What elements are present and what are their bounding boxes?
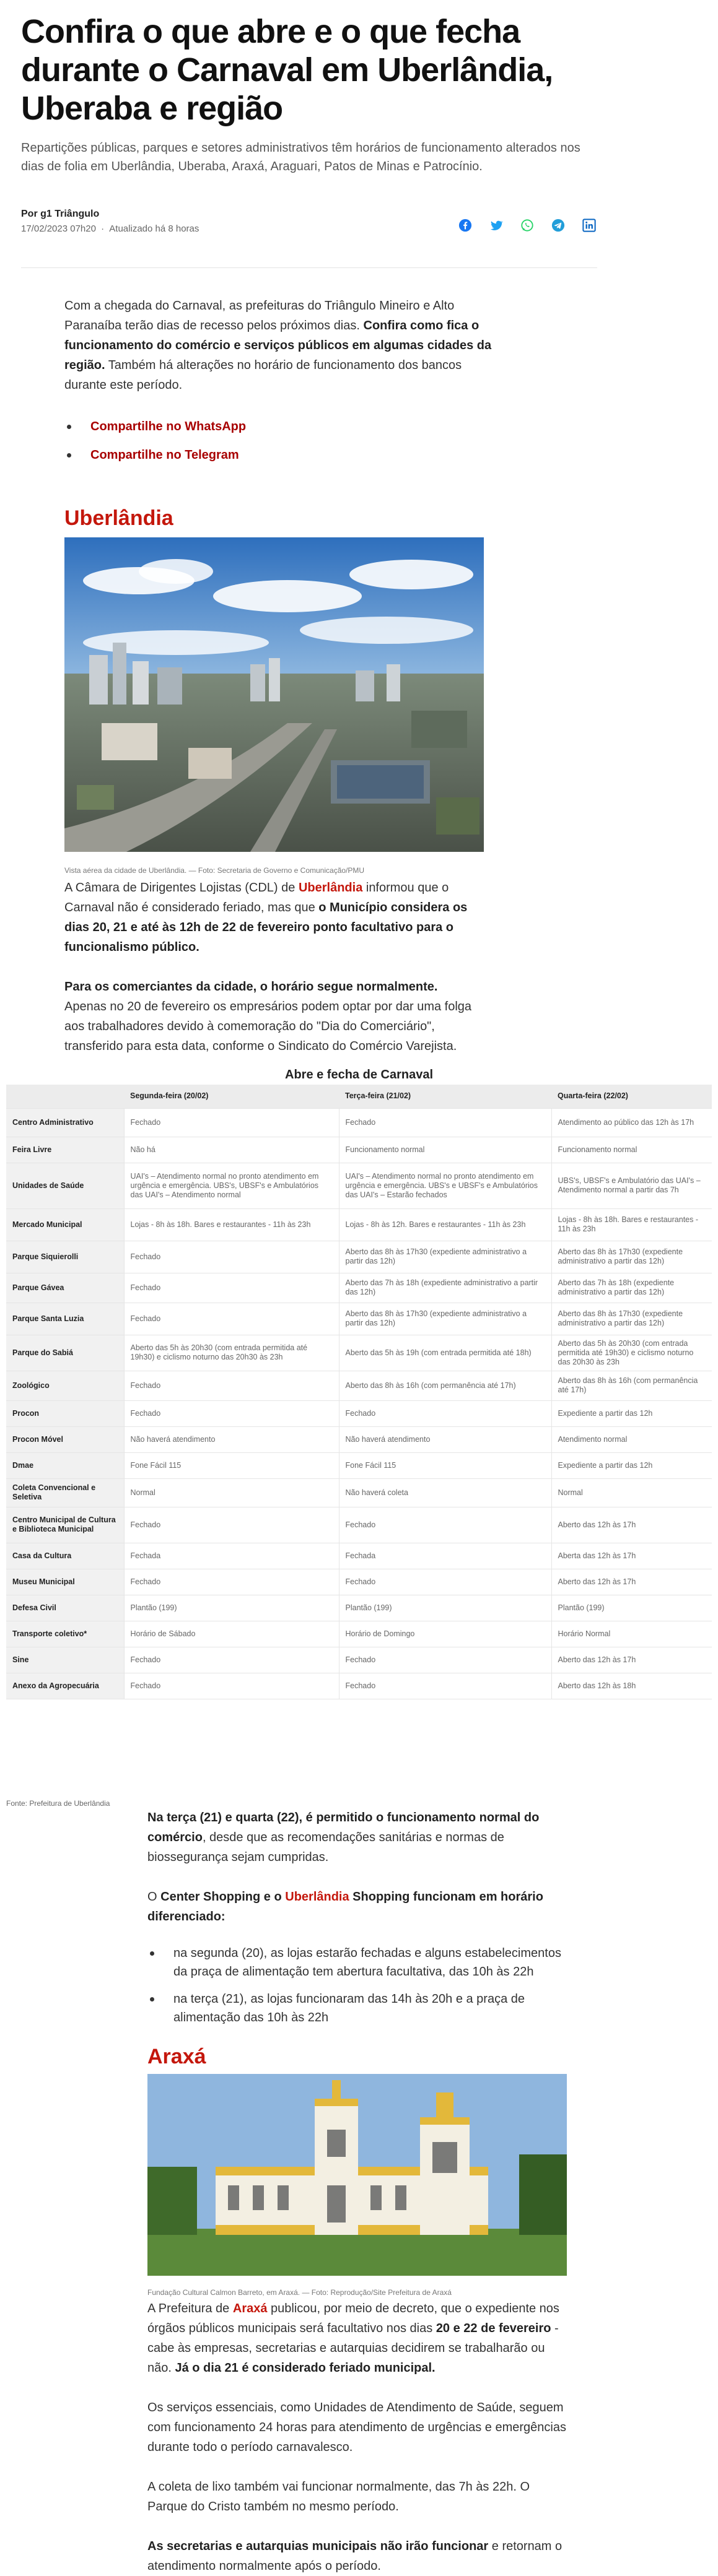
table-cell: Funcionamento normal bbox=[339, 1137, 551, 1163]
table-row bbox=[6, 1241, 712, 1273]
table-row bbox=[6, 1543, 712, 1569]
table-cell: Aberto das 12h às 18h bbox=[551, 1673, 712, 1699]
table-cell: Fechado bbox=[339, 1108, 551, 1137]
table-row-label: Casa da Cultura bbox=[6, 1543, 124, 1569]
table-cell: Fechado bbox=[339, 1673, 551, 1699]
table-cell: UAI's – Atendimento normal no pronto atendimento em urgência e emergência. UBS's e UBSF's e Ambulatórios das UAI's – Estarão fechados bbox=[339, 1163, 551, 1208]
araxa-p1-bold-a: 20 e 22 de fevereiro bbox=[436, 2322, 551, 2335]
uberlandia-paragraph-2 bbox=[64, 977, 486, 1056]
table-cell: Fechado bbox=[339, 1507, 551, 1543]
table-cell: Fechado bbox=[124, 1400, 339, 1426]
table-row bbox=[6, 1647, 712, 1673]
page-title: Confira o que abre e o que fecha durante o Carnaval em Uberlândia, Uberaba e região bbox=[21, 13, 553, 127]
table-source: Fonte: Prefeitura de Uberlândia bbox=[6, 1799, 110, 1808]
araxa-link[interactable]: Araxá bbox=[232, 2302, 268, 2315]
table-cell: Fechado bbox=[124, 1673, 339, 1699]
table-cell: Lojas - 8h às 12h. Bares e restaurantes - 11h às 23h bbox=[339, 1208, 551, 1241]
table-cell: Fechado bbox=[124, 1273, 339, 1303]
whatsapp-icon[interactable] bbox=[519, 217, 535, 233]
table-cell: Aberto das 7h às 18h (expediente administrativo a partir das 12h) bbox=[339, 1273, 551, 1303]
intro-text-bold: Confira como fica o funcionamento do comércio e serviços públicos em algumas cidades da região. bbox=[64, 319, 492, 372]
table-cell: UAI's – Atendimento normal no pronto atendimento em urgência e emergência. UBS's, UBSF's e Ambulatórios das UAI's – Atendimento normal bbox=[124, 1163, 339, 1208]
date-text: 17/02/2023 07h20 bbox=[21, 223, 96, 234]
table-row bbox=[6, 1108, 712, 1137]
table-cell: Atendimento normal bbox=[551, 1426, 712, 1452]
table-cell: Fechado bbox=[124, 1569, 339, 1595]
table-cell: Fechado bbox=[339, 1569, 551, 1595]
intro-text-1: Com a chegada do Carnaval, as prefeituras do Triângulo Mineiro e Alto Paranaíba terão dias de recesso pelos próximos dias. bbox=[64, 299, 455, 332]
schedule-table bbox=[6, 1085, 712, 1699]
table-cell: Não haverá atendimento bbox=[124, 1426, 339, 1452]
uberlandia-p1-text-b: informou que o Carnaval não é considerado feriado, mas que bbox=[64, 881, 449, 914]
telegram-icon[interactable] bbox=[550, 217, 566, 233]
table-header-cell: Segunda-feira (20/02) bbox=[124, 1085, 339, 1108]
commerce-bold: Na terça (21) e quarta (22), é permitido o funcionamento normal do comércio bbox=[147, 1811, 540, 1844]
table-row bbox=[6, 1452, 712, 1478]
table-cell: Aberto das 8h às 17h30 (expediente administrativo a partir das 12h) bbox=[551, 1303, 712, 1335]
table-row-label: Museu Municipal bbox=[6, 1569, 124, 1595]
araxa-p1-text-c: - cabe às empresas, secretarias e autarquias decidirem se trabalharão ou não. bbox=[147, 2322, 559, 2375]
list-item: na terça (21), as lojas funcionaram das 14h às 20h e a praça de alimentação das 10h às 22h bbox=[147, 1990, 569, 2027]
table-cell: Fechado bbox=[124, 1647, 339, 1673]
table-row bbox=[6, 1621, 712, 1647]
table-cell: Aberto das 7h às 18h (expediente administrativo a partir das 12h) bbox=[551, 1273, 712, 1303]
after-table-section bbox=[147, 1808, 569, 2027]
shopping-bold-b: Shopping funcionam em horário diferenciado: bbox=[147, 1890, 543, 1923]
table-row-label: Defesa Civil bbox=[6, 1595, 124, 1621]
table-cell: Lojas - 8h às 18h. Bares e restaurantes - 11h às 23h bbox=[124, 1208, 339, 1241]
intro-paragraph bbox=[64, 296, 492, 395]
table-row bbox=[6, 1426, 712, 1452]
section-heading-uberlandia: Uberlândia bbox=[64, 506, 173, 530]
shopping-hours-list bbox=[147, 1944, 569, 2027]
table-cell: Aberto das 12h às 17h bbox=[551, 1507, 712, 1543]
table-cell: Aberto das 12h às 17h bbox=[551, 1647, 712, 1673]
table-cell: Aberto das 12h às 17h bbox=[551, 1569, 712, 1595]
araxa-paragraph-1 bbox=[147, 2299, 569, 2378]
table-row-label: Centro Administrativo bbox=[6, 1108, 124, 1137]
araxa-paragraph-3: A coleta de lixo também vai funcionar normalmente, das 7h às 22h. O Parque do Cristo também no mesmo período. bbox=[147, 2480, 530, 2513]
table-row-label: Parque Gávea bbox=[6, 1273, 124, 1303]
araxa-p4-bold: As secretarias e autarquias municipais não irão funcionar bbox=[147, 2539, 489, 2553]
table-header-row bbox=[6, 1085, 712, 1108]
table-cell: Fechado bbox=[339, 1647, 551, 1673]
table-header-cell: Terça-feira (21/02) bbox=[339, 1085, 551, 1108]
publish-date: 17/02/2023 07h20 · Atualizado há 8 horas bbox=[21, 223, 199, 234]
table-cell: Aberto das 8h às 17h30 (expediente administrativo a partir das 12h) bbox=[551, 1241, 712, 1273]
table-cell: Aberto das 5h às 20h30 (com entrada permitida até 19h30) e ciclismo noturno das 20h30 às 23h bbox=[551, 1335, 712, 1371]
updated-text: Atualizado há 8 horas bbox=[109, 223, 199, 234]
shopping-text-a: O bbox=[147, 1890, 161, 1904]
uberlandia-aerial-photo bbox=[64, 537, 484, 852]
shopping-paragraph bbox=[147, 1887, 569, 1927]
table-row-label: Procon bbox=[6, 1400, 124, 1426]
uberlandia-photo-caption: Vista aérea da cidade de Uberlândia. — Foto: Secretaria de Governo e Comunicação/PMU bbox=[64, 866, 365, 875]
table-row-label: Anexo da Agropecuária bbox=[6, 1673, 124, 1699]
araxa-p1-text-a: A Prefeitura de bbox=[147, 2302, 233, 2315]
table-cell: Aberto das 8h às 17h30 (expediente administrativo a partir das 12h) bbox=[339, 1241, 551, 1273]
table-cell: Horário Normal bbox=[551, 1621, 712, 1647]
table-header-cell: Quarta-feira (22/02) bbox=[551, 1085, 712, 1108]
table-cell: Horário de Domingo bbox=[339, 1621, 551, 1647]
uberlandia-p2-text: Apenas no 20 de fevereiro os empresários podem optar por dar uma folga aos trabalhadores devido à comemoração do "Dia do Comerciário", transferido para esta data, conforme o Sindicato do Comércio Varejista. bbox=[64, 1000, 472, 1053]
table-row bbox=[6, 1400, 712, 1426]
table-cell: Fechado bbox=[124, 1108, 339, 1137]
share-whatsapp-link[interactable]: Compartilhe no WhatsApp bbox=[90, 420, 247, 433]
table-row-label: Mercado Municipal bbox=[6, 1208, 124, 1241]
table-cell: Plantão (199) bbox=[551, 1595, 712, 1621]
table-cell: Atendimento ao público das 12h às 17h bbox=[551, 1108, 712, 1137]
uberlandia-p2-bold: Para os comerciantes da cidade, o horário segue normalmente. bbox=[64, 980, 438, 994]
table-row-label: Centro Municipal de Cultura e Biblioteca Municipal bbox=[6, 1507, 124, 1543]
table-row-label: Parque do Sabiá bbox=[6, 1335, 124, 1371]
intro-section bbox=[64, 296, 492, 464]
table-row bbox=[6, 1163, 712, 1208]
shopping-uberlandia-link[interactable]: Uberlândia bbox=[285, 1890, 349, 1904]
table-cell: Fone Fácil 115 bbox=[124, 1452, 339, 1478]
author: Por g1 Triângulo bbox=[21, 209, 100, 219]
share-telegram-item bbox=[64, 446, 492, 464]
table-cell: Fone Fácil 115 bbox=[339, 1452, 551, 1478]
table-row-label: Parque Siquierolli bbox=[6, 1241, 124, 1273]
table-cell: Horário de Sábado bbox=[124, 1621, 339, 1647]
uberlandia-p1-text-a: A Câmara de Dirigentes Lojistas (CDL) de bbox=[64, 881, 299, 895]
table-row bbox=[6, 1569, 712, 1595]
section-heading-araxa: Araxá bbox=[147, 2045, 206, 2068]
commerce-paragraph bbox=[147, 1808, 569, 1867]
table-title: Abre e fecha de Carnaval bbox=[285, 1068, 433, 1082]
intro-text-2: Também há alterações no horário de funcionamento dos bancos durante este período. bbox=[64, 358, 462, 392]
table-header-cell bbox=[6, 1085, 124, 1108]
table-cell: Aberto das 8h às 16h (com permanência até 17h) bbox=[551, 1371, 712, 1400]
city-aerial-illustration bbox=[64, 537, 484, 852]
araxa-photo-caption: Fundação Cultural Calmon Barreto, em Araxá. — Foto: Reprodução/Site Prefeitura de Araxá bbox=[147, 2288, 452, 2297]
table-row bbox=[6, 1208, 712, 1241]
table-cell: Aberto das 5h às 20h30 (com entrada permitida até 19h30) e ciclismo noturno das 20h30 às 23h bbox=[124, 1335, 339, 1371]
table-cell: Fechado bbox=[124, 1303, 339, 1335]
table-row-label: Procon Móvel bbox=[6, 1426, 124, 1452]
table-cell: Não haverá coleta bbox=[339, 1478, 551, 1507]
article-header bbox=[21, 12, 597, 176]
share-telegram-link[interactable]: Compartilhe no Telegram bbox=[90, 448, 239, 462]
table-row-label: Transporte coletivo* bbox=[6, 1621, 124, 1647]
table-cell: Fechado bbox=[339, 1400, 551, 1426]
share-whatsapp-item bbox=[64, 417, 492, 436]
cultural-foundation-illustration bbox=[147, 2074, 567, 2276]
table-cell: Plantão (199) bbox=[124, 1595, 339, 1621]
table-row bbox=[6, 1273, 712, 1303]
araxa-building-photo bbox=[147, 2074, 567, 2276]
table-row-label: Sine bbox=[6, 1647, 124, 1673]
araxa-paragraph-2: Os serviços essenciais, como Unidades de Atendimento de Saúde, seguem com funcionamento 24 horas para atendimento de urgências e emergências durante todo o período carnavalesco. bbox=[147, 2401, 566, 2454]
uberlandia-body bbox=[64, 878, 486, 1056]
shopping-bold-a: Center Shopping e o bbox=[160, 1890, 286, 1904]
table-cell: Fechado bbox=[124, 1507, 339, 1543]
table-row bbox=[6, 1335, 712, 1371]
table-cell: Expediente a partir das 12h bbox=[551, 1452, 712, 1478]
share-links-list bbox=[64, 417, 492, 464]
uberlandia-paragraph-1 bbox=[64, 878, 486, 957]
table-row-label: Feira Livre bbox=[6, 1137, 124, 1163]
table-cell: Não haverá atendimento bbox=[339, 1426, 551, 1452]
table-cell: Funcionamento normal bbox=[551, 1137, 712, 1163]
table-row bbox=[6, 1371, 712, 1400]
table-row-label: Coleta Convencional e Seletiva bbox=[6, 1478, 124, 1507]
table-cell: Aberto das 5h às 19h (com entrada permitida até 18h) bbox=[339, 1335, 551, 1371]
table-cell: Aberto das 8h às 17h30 (expediente administrativo a partir das 12h) bbox=[339, 1303, 551, 1335]
table-cell: Fechado bbox=[124, 1371, 339, 1400]
table-row bbox=[6, 1478, 712, 1507]
araxa-p1-bold-b: Já o dia 21 é considerado feriado municipal. bbox=[175, 2361, 436, 2375]
commerce-text: , desde que as recomendações sanitárias e normas de biossegurança sejam cumpridas. bbox=[147, 1831, 504, 1864]
araxa-p4-text: e retornam o atendimento normalmente após o período. bbox=[147, 2539, 563, 2573]
byline bbox=[21, 209, 597, 246]
table-cell: Normal bbox=[551, 1478, 712, 1507]
table-cell: Plantão (199) bbox=[339, 1595, 551, 1621]
araxa-p1-text-b: publicou, por meio de decreto, que o expediente nos órgãos públicos municipais será facultativo nos dias bbox=[147, 2302, 559, 2335]
twitter-icon[interactable] bbox=[488, 217, 504, 233]
table-cell: Fechado bbox=[124, 1241, 339, 1273]
table-row-label: Dmae bbox=[6, 1452, 124, 1478]
table-cell: Não há bbox=[124, 1137, 339, 1163]
table-row bbox=[6, 1507, 712, 1543]
uberlandia-p1-text-bold: o Município considera os dias 20, 21 e até às 12h de 22 de fevereiro ponto facultativo para o funcionalismo público. bbox=[64, 901, 468, 954]
uberlandia-link[interactable]: Uberlândia bbox=[298, 881, 363, 895]
table-cell: Lojas - 8h às 18h. Bares e restaurantes - 11h às 23h bbox=[551, 1208, 712, 1241]
share-bar bbox=[457, 217, 597, 233]
table-cell: Aberta das 12h às 17h bbox=[551, 1543, 712, 1569]
facebook-icon[interactable] bbox=[457, 217, 473, 233]
list-item: na segunda (20), as lojas estarão fechadas e alguns estabelecimentos da praça de alimentação tem abertura facultativa, das 10h às 22h bbox=[147, 1944, 569, 1981]
linkedin-icon[interactable] bbox=[581, 217, 597, 233]
table-row-label: Zoológico bbox=[6, 1371, 124, 1400]
table-row bbox=[6, 1303, 712, 1335]
table-cell: Fechada bbox=[339, 1543, 551, 1569]
table-cell: Aberto das 8h às 16h (com permanência até 17h) bbox=[339, 1371, 551, 1400]
table-row bbox=[6, 1595, 712, 1621]
table-cell: UBS's, UBSF's e Ambulatório das UAI's – Atendimento normal a partir das 7h bbox=[551, 1163, 712, 1208]
table-row bbox=[6, 1673, 712, 1699]
araxa-paragraph-4 bbox=[147, 2536, 569, 2576]
carnaval-schedule-table bbox=[6, 1065, 712, 1699]
table-cell: Expediente a partir das 12h bbox=[551, 1400, 712, 1426]
araxa-body bbox=[147, 2299, 569, 2576]
table-cell: Normal bbox=[124, 1478, 339, 1507]
header-divider bbox=[21, 267, 597, 268]
table-row-label: Parque Santa Luzia bbox=[6, 1303, 124, 1335]
table-row bbox=[6, 1137, 712, 1163]
table-row-label: Unidades de Saúde bbox=[6, 1163, 124, 1208]
table-cell: Fechada bbox=[124, 1543, 339, 1569]
page-subtitle: Repartições públicas, parques e setores administrativos têm horários de funcionamento alterados nos dias de folia em Uberlândia, Uberaba, Araxá, Araguari, Patos de Minas e Patrocínio. bbox=[21, 141, 580, 173]
